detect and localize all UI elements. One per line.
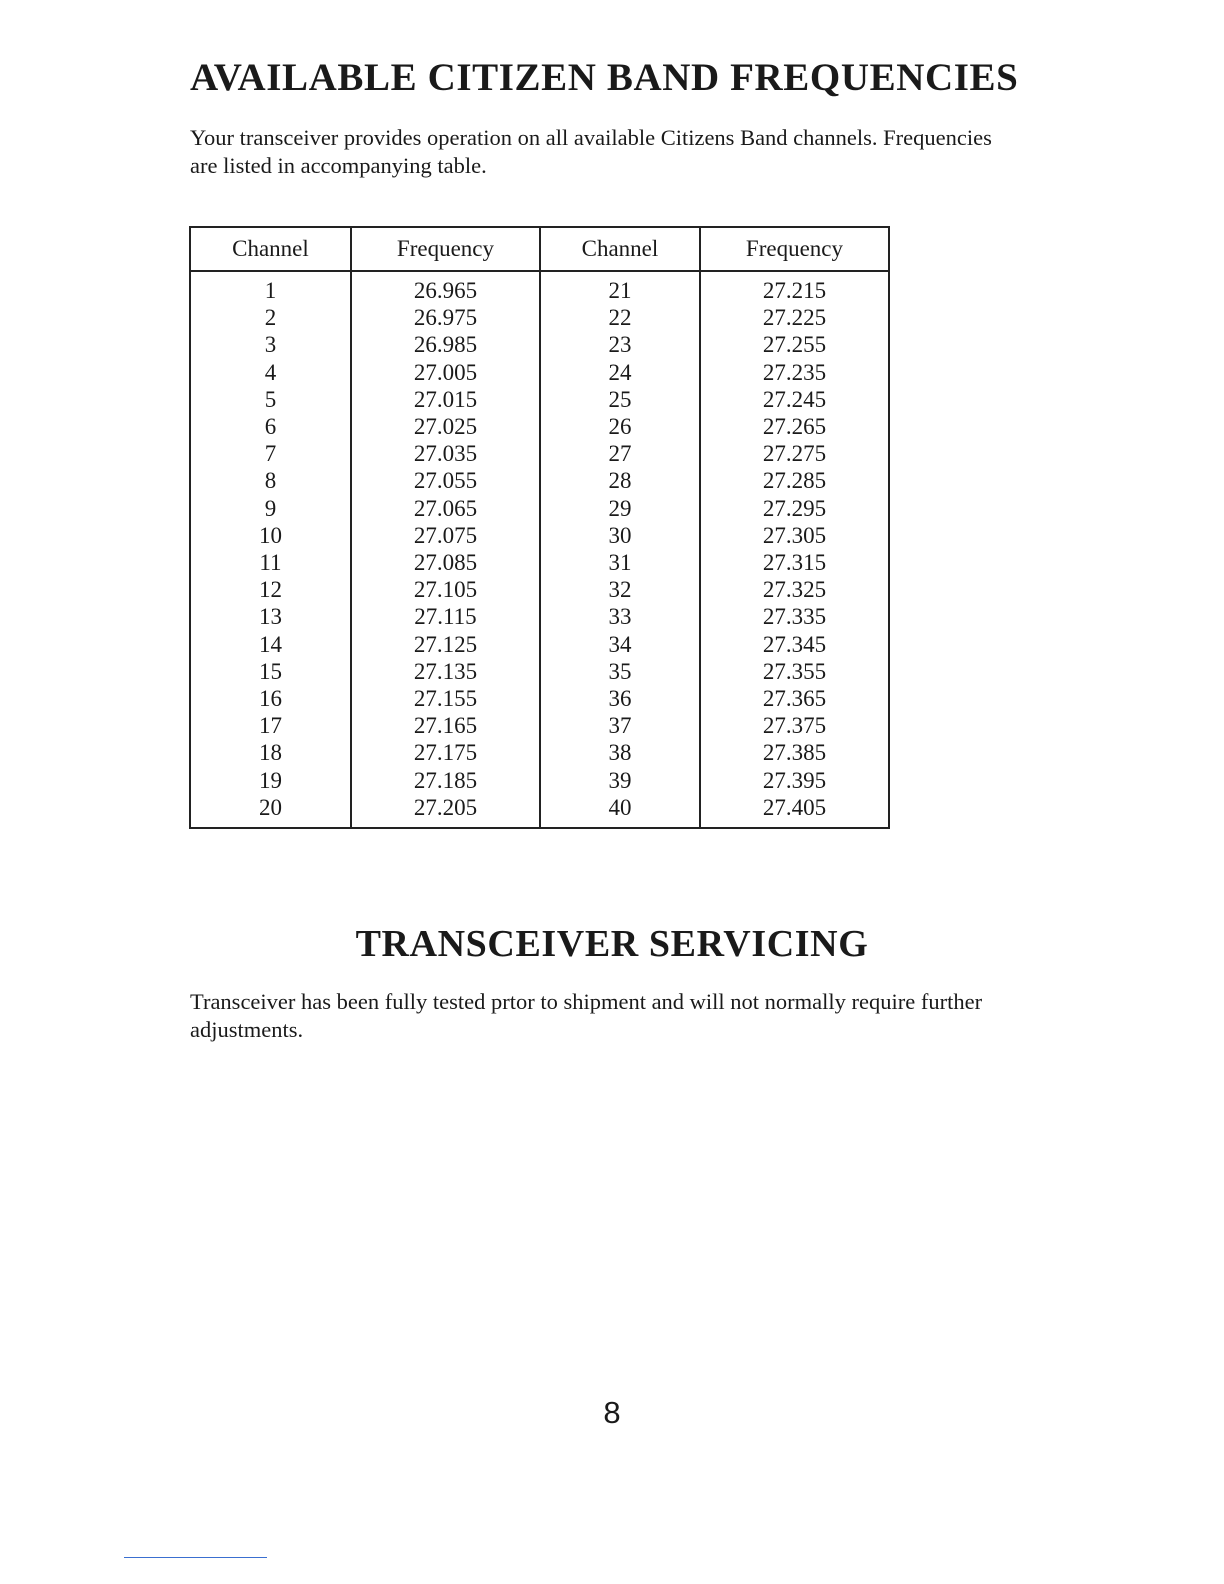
frequency-cell: 27.085 — [413, 550, 478, 576]
frequency-column-right — [700, 271, 889, 828]
frequency-cell: 27.355 — [762, 658, 827, 684]
section-title-servicing: TRANSCEIVER SERVICING — [355, 923, 869, 965]
channel-cell: 9 — [264, 495, 277, 521]
table-header-row — [190, 227, 889, 271]
frequency-cell: 27.405 — [762, 794, 827, 820]
channel-cell: 25 — [608, 386, 632, 412]
frequency-cell: 27.285 — [762, 468, 827, 494]
channel-cell: 35 — [608, 658, 632, 684]
channel-cell: 38 — [608, 740, 632, 766]
frequency-cell: 27.115 — [414, 604, 477, 630]
header-channel-left: Channel — [190, 227, 351, 271]
channel-cell: 14 — [258, 631, 282, 657]
frequency-cell: 27.295 — [762, 495, 827, 521]
channel-cell: 40 — [608, 794, 632, 820]
channel-cell: 28 — [608, 468, 632, 494]
channel-cell: 11 — [259, 550, 282, 576]
servicing-paragraph: Transceiver has been fully tested prtor to shipment and will not normally require further adjustments. — [190, 989, 983, 1042]
channel-column-right — [540, 271, 700, 828]
channel-cell: 3 — [264, 332, 277, 358]
channel-cell: 4 — [264, 359, 277, 385]
frequency-cell: 27.055 — [413, 468, 478, 494]
frequency-cell: 27.395 — [762, 767, 827, 793]
channel-column-left — [190, 271, 351, 828]
channel-cell: 13 — [258, 604, 282, 630]
channel-cell: 2 — [264, 305, 277, 331]
frequency-cell: 27.205 — [413, 794, 478, 820]
channel-cell: 6 — [264, 414, 277, 440]
frequency-cell: 27.135 — [413, 658, 478, 684]
channel-cell: 36 — [608, 686, 632, 712]
channel-cell: 26 — [608, 414, 632, 440]
header-frequency-left: Frequency — [351, 227, 540, 271]
frequency-cell: 27.245 — [762, 386, 827, 412]
frequency-cell: 27.125 — [413, 631, 478, 657]
channel-cell: 23 — [608, 332, 632, 358]
frequency-cell: 27.325 — [762, 577, 827, 603]
channel-cell: 18 — [258, 740, 282, 766]
frequency-cell: 27.225 — [762, 305, 827, 331]
frequency-cell: 27.335 — [762, 604, 827, 630]
frequency-cell: 27.065 — [413, 495, 478, 521]
frequency-cell: 27.155 — [413, 686, 478, 712]
frequency-cell: 27.035 — [413, 441, 478, 467]
channel-cell: 33 — [608, 604, 632, 630]
page-number: 8 — [603, 1395, 621, 1430]
header-channel-right: Channel — [540, 227, 700, 271]
frequency-cell: 27.375 — [762, 713, 827, 739]
channel-cell: 1 — [264, 278, 277, 303]
frequency-cell: 27.345 — [762, 631, 827, 657]
frequency-cell: 27.235 — [762, 359, 827, 385]
frequency-cell: 27.185 — [413, 767, 478, 793]
channel-cell: 37 — [608, 713, 632, 739]
header-frequency-right: Frequency — [700, 227, 889, 271]
frequency-cell: 27.025 — [413, 414, 478, 440]
frequency-cell: 27.315 — [762, 550, 827, 576]
channel-cell: 34 — [608, 631, 632, 657]
frequency-cell: 27.165 — [413, 713, 478, 739]
frequency-cell: 27.015 — [413, 386, 478, 412]
frequency-cell: 27.005 — [413, 359, 478, 385]
frequency-cell: 27.215 — [762, 278, 827, 303]
channel-cell: 16 — [258, 686, 282, 712]
channel-cell: 20 — [258, 794, 282, 820]
frequency-cell: 26.985 — [413, 332, 478, 358]
frequency-column-left — [351, 271, 540, 828]
channel-cell: 30 — [608, 522, 632, 548]
footer-rule — [124, 1557, 267, 1558]
frequency-cell: 27.255 — [762, 332, 827, 358]
channel-cell: 24 — [608, 359, 632, 385]
frequency-cell: 27.265 — [762, 414, 827, 440]
channel-cell: 17 — [258, 713, 282, 739]
channel-cell: 29 — [608, 495, 632, 521]
frequency-cell: 27.175 — [413, 740, 478, 766]
channel-cell: 12 — [258, 577, 282, 603]
frequency-cell: 27.305 — [762, 522, 827, 548]
table-body-row — [190, 271, 889, 828]
channel-cell: 19 — [258, 767, 282, 793]
channel-cell: 39 — [608, 767, 632, 793]
intro-paragraph: Your transceiver provides operation on all available Citizens Band channels. Frequencies are listed in accompanying table. — [190, 125, 992, 178]
frequency-cell: 27.075 — [413, 522, 478, 548]
section-title-frequencies: AVAILABLE CITIZEN BAND FREQUENCIES — [190, 56, 1019, 99]
frequency-cell: 27.105 — [413, 577, 478, 603]
channel-cell: 27 — [608, 441, 632, 467]
channel-cell: 7 — [264, 441, 277, 467]
frequency-cell: 27.275 — [762, 441, 827, 467]
channel-cell: 31 — [608, 550, 632, 576]
channel-cell: 10 — [258, 522, 282, 548]
frequency-cell: 27.385 — [762, 740, 827, 766]
channel-cell: 8 — [264, 468, 277, 494]
channel-cell: 21 — [608, 278, 632, 303]
channel-cell: 5 — [264, 386, 277, 412]
frequency-cell: 27.365 — [762, 686, 827, 712]
channel-cell: 32 — [608, 577, 632, 603]
frequency-table — [189, 226, 890, 829]
channel-cell: 15 — [258, 658, 282, 684]
frequency-cell: 26.975 — [413, 305, 478, 331]
channel-cell: 22 — [608, 305, 632, 331]
frequency-cell: 26.965 — [413, 278, 478, 303]
